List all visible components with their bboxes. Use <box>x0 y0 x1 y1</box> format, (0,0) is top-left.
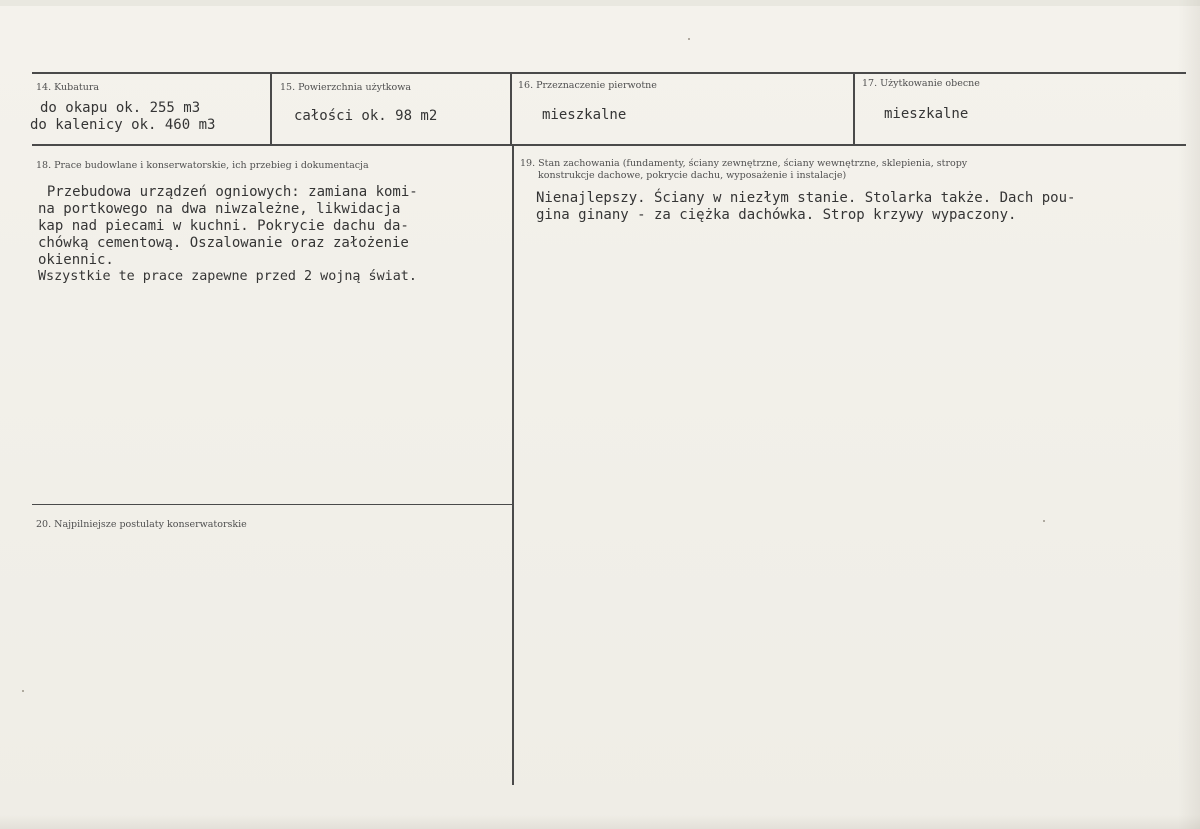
stan-line-1: Nienajlepszy. Ściany w niezłym stanie. Stolarka także. Dach pou- <box>536 190 1076 206</box>
divider-14-15 <box>270 73 272 145</box>
paper-speck <box>22 690 24 692</box>
kubatura-value-okap: do okapu ok. 255 m3 <box>40 100 201 116</box>
prace-line-2: na portkowego na dwa niwzależne, likwidacja <box>38 201 401 217</box>
prace-line-6: Wszystkie te prace zapewne przed 2 wojną świat. <box>38 269 417 284</box>
postulaty-label: 20. Najpilniejsze postulaty konserwatorskie <box>36 519 247 530</box>
prace-line-5: okiennic. <box>38 252 114 268</box>
rule-section-20 <box>32 504 512 505</box>
prace-label: 18. Prace budowlane i konserwatorskie, ich przebieg i dokumentacja <box>36 160 369 171</box>
stan-line-2: gina ginany - za ciężka dachówka. Strop krzywy wypaczony. <box>536 207 1017 223</box>
uzytkowanie-label: 17. Użytkowanie obecne <box>862 78 980 89</box>
uzytkowanie-value: mieszkalne <box>884 106 969 122</box>
prace-line-1: Przebudowa urządzeń ogniowych: zamiana komi- <box>30 184 418 200</box>
przeznaczenie-value: mieszkalne <box>542 107 627 123</box>
card-right-edge <box>1178 0 1200 829</box>
przeznaczenie-label: 16. Przeznaczenie pierwotne <box>518 80 657 91</box>
divider-15-16 <box>510 73 512 145</box>
divider-16-17 <box>853 73 855 145</box>
stan-label-line-2: konstrukcje dachowe, pokrycie dachu, wyposażenie i instalacje) <box>538 170 847 181</box>
stan-label-line-1: 19. Stan zachowania (fundamenty, ściany zewnętrzne, ściany wewnętrzne, sklepienia, stropy <box>520 158 968 169</box>
prace-line-4: chówką cementową. Oszalowanie oraz założenie <box>38 235 409 251</box>
divider-left-right <box>512 145 514 785</box>
kubatura-label: 14. Kubatura <box>36 82 100 93</box>
powierzchnia-value: całości ok. 98 m2 <box>294 108 438 124</box>
rule-middle <box>32 144 1186 146</box>
card-bottom-edge <box>0 815 1200 829</box>
paper-speck <box>1043 520 1045 522</box>
card-top-edge <box>0 0 1200 6</box>
powierzchnia-label: 15. Powierzchnia użytkowa <box>280 82 412 93</box>
prace-line-3: kap nad piecami w kuchni. Pokrycie dachu da- <box>38 218 409 234</box>
kubatura-value-kalenica: do kalenicy ok. 460 m3 <box>30 117 216 133</box>
paper-speck <box>688 38 690 40</box>
rule-top <box>32 72 1186 74</box>
